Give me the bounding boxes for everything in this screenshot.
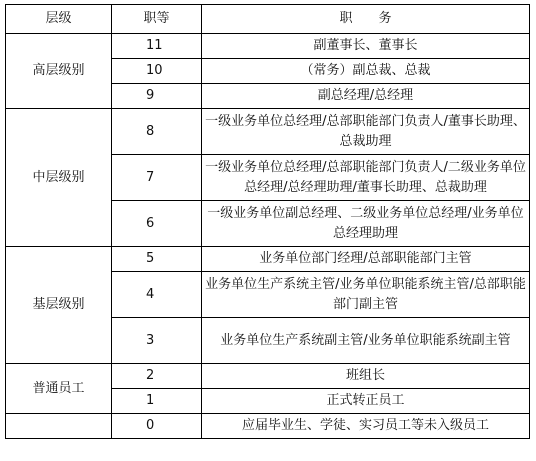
duty-cell: 业务单位部门经理/总部职能部门主管 xyxy=(202,247,530,272)
duty-cell: 副董事长、董事长 xyxy=(202,34,530,59)
duty-cell: 班组长 xyxy=(202,364,530,389)
duty-cell: 业务单位生产系统主管/业务单位职能系统主管/总部职能部门副主管 xyxy=(202,272,530,318)
level-cell xyxy=(6,414,112,439)
rank-cell: 0 xyxy=(112,414,202,439)
table-row xyxy=(6,364,530,389)
rank-cell: 3 xyxy=(112,318,202,364)
header-duty: 职 务 xyxy=(202,5,530,34)
level-cell: 高层级别 xyxy=(6,34,112,109)
rank-cell: 5 xyxy=(112,247,202,272)
level-cell: 普通员工 xyxy=(6,364,112,414)
duty-cell: 应届毕业生、学徒、实习员工等未入级员工 xyxy=(202,414,530,439)
rank-cell: 10 xyxy=(112,59,202,84)
level-cell: 基层级别 xyxy=(6,247,112,364)
rank-cell: 7 xyxy=(112,155,202,201)
table-row xyxy=(6,109,530,155)
duty-cell: 一级业务单位副总经理、二级业务单位总经理/业务单位总经理助理 xyxy=(202,201,530,247)
level-cell: 中层级别 xyxy=(6,109,112,247)
header-rank: 职等 xyxy=(112,5,202,34)
duty-cell: 一级业务单位总经理/总部职能部门负责人/二级业务单位总经理/总经理助理/董事长助理、总裁助理 xyxy=(202,155,530,201)
rank-cell: 2 xyxy=(112,364,202,389)
duty-cell: （常务）副总裁、总裁 xyxy=(202,59,530,84)
table-row xyxy=(6,34,530,59)
table-row xyxy=(6,414,530,439)
rank-cell: 6 xyxy=(112,201,202,247)
duty-cell: 副总经理/总经理 xyxy=(202,84,530,109)
rank-cell: 4 xyxy=(112,272,202,318)
duty-cell: 业务单位生产系统副主管/业务单位职能系统副主管 xyxy=(202,318,530,364)
duty-cell: 一级业务单位总经理/总部职能部门负责人/董事长助理、总裁助理 xyxy=(202,109,530,155)
rank-cell: 11 xyxy=(112,34,202,59)
header-row xyxy=(6,5,530,34)
header-level: 层级 xyxy=(6,5,112,34)
rank-cell: 8 xyxy=(112,109,202,155)
grade-table xyxy=(5,4,530,439)
table-row xyxy=(6,247,530,272)
rank-cell: 1 xyxy=(112,389,202,414)
rank-cell: 9 xyxy=(112,84,202,109)
duty-cell: 正式转正员工 xyxy=(202,389,530,414)
